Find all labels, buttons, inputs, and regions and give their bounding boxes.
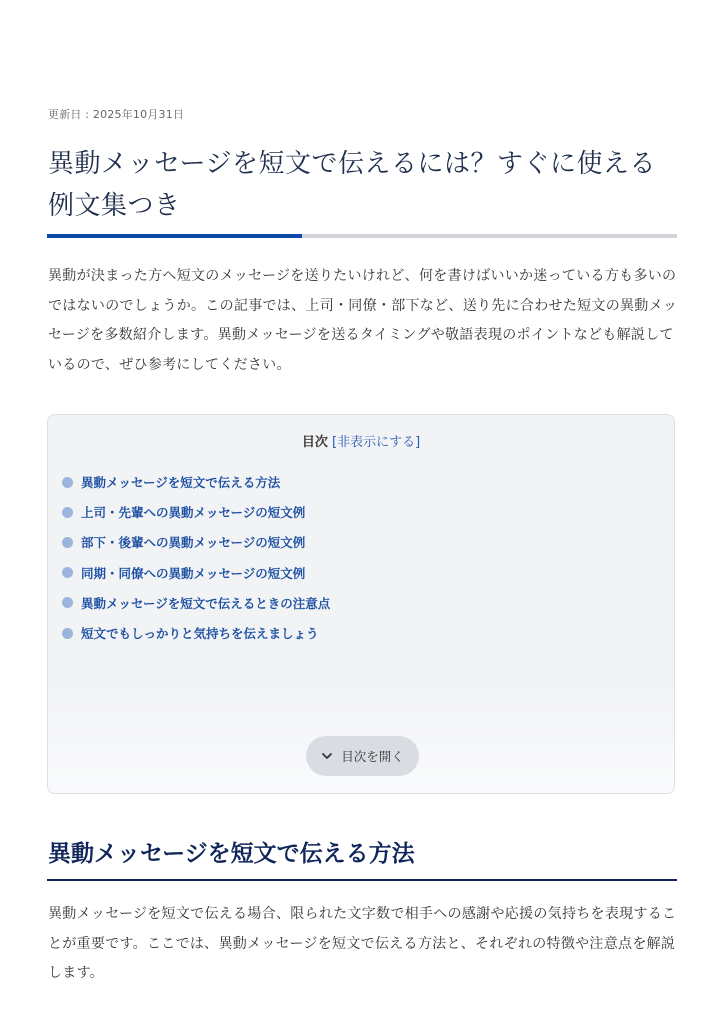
toc-item[interactable]	[62, 467, 330, 497]
toc-heading: 目次	[301, 435, 328, 450]
toc-item-label: 異動メッセージを短文で伝えるときの注意点	[81, 595, 331, 611]
bullet-dot-icon	[62, 477, 73, 488]
section-heading-rule	[47, 879, 677, 881]
toc-list	[62, 467, 330, 648]
page-title: 異動メッセージを短文で伝えるには？すぐに使える例文集つき	[48, 149, 656, 221]
toc-item-label: 上司・先輩への異動メッセージの短文例	[81, 505, 306, 521]
toc-item-label: 異動メッセージを短文で伝える方法	[81, 475, 281, 491]
chevron-down-icon	[321, 750, 333, 762]
toc-item-label: 部下・後輩への異動メッセージの短文例	[81, 535, 306, 551]
toc-item[interactable]	[62, 558, 330, 588]
updated-date: 更新日 : 2025年10月31日	[48, 108, 185, 121]
title-underline-accent	[47, 234, 302, 238]
toc-open-label: 目次を開く	[341, 749, 404, 764]
toc-item[interactable]	[62, 588, 330, 618]
title-underline	[47, 234, 677, 238]
section-heading: 異動メッセージを短文で伝える方法	[48, 841, 415, 867]
toc-item[interactable]	[62, 618, 330, 648]
bullet-dot-icon	[62, 537, 73, 548]
toc-item[interactable]	[62, 527, 330, 557]
toc-open-button[interactable]	[306, 736, 419, 776]
toc-header	[48, 433, 674, 453]
intro-paragraph: 異動が決まった方へ短文のメッセージを送りたいけれど、何を書けばいいか迷っている方も多いのではないのでしょうか。この記事では、上司・同僚・部下など、送り先に合わせた短文の異動メッセージを多数紹介します。異動メッセージを送るタイミングや敬語表現のポイントなども解説しているので、ぜひ参考にしてください。	[48, 268, 678, 373]
section-paragraph: 異動メッセージを短文で伝える場合、限られた文字数で相手への感謝や応援の気持ちを表現することが重要です。ここでは、異動メッセージを短文で伝える方法と、それぞれの特徴や注意点を解説します。	[48, 906, 677, 981]
bullet-dot-icon	[62, 507, 73, 518]
toc-item-label: 短文でもしっかりと気持ちを伝えましょう	[81, 626, 319, 642]
toc-item-label: 同期・同僚への異動メッセージの短文例	[81, 565, 306, 581]
bullet-dot-icon	[62, 567, 73, 578]
toc-hide-toggle[interactable]: [非表示にする]	[332, 435, 421, 450]
toc-item[interactable]	[62, 497, 330, 527]
table-of-contents	[47, 414, 675, 794]
bullet-dot-icon	[62, 628, 73, 639]
bullet-dot-icon	[62, 597, 73, 608]
